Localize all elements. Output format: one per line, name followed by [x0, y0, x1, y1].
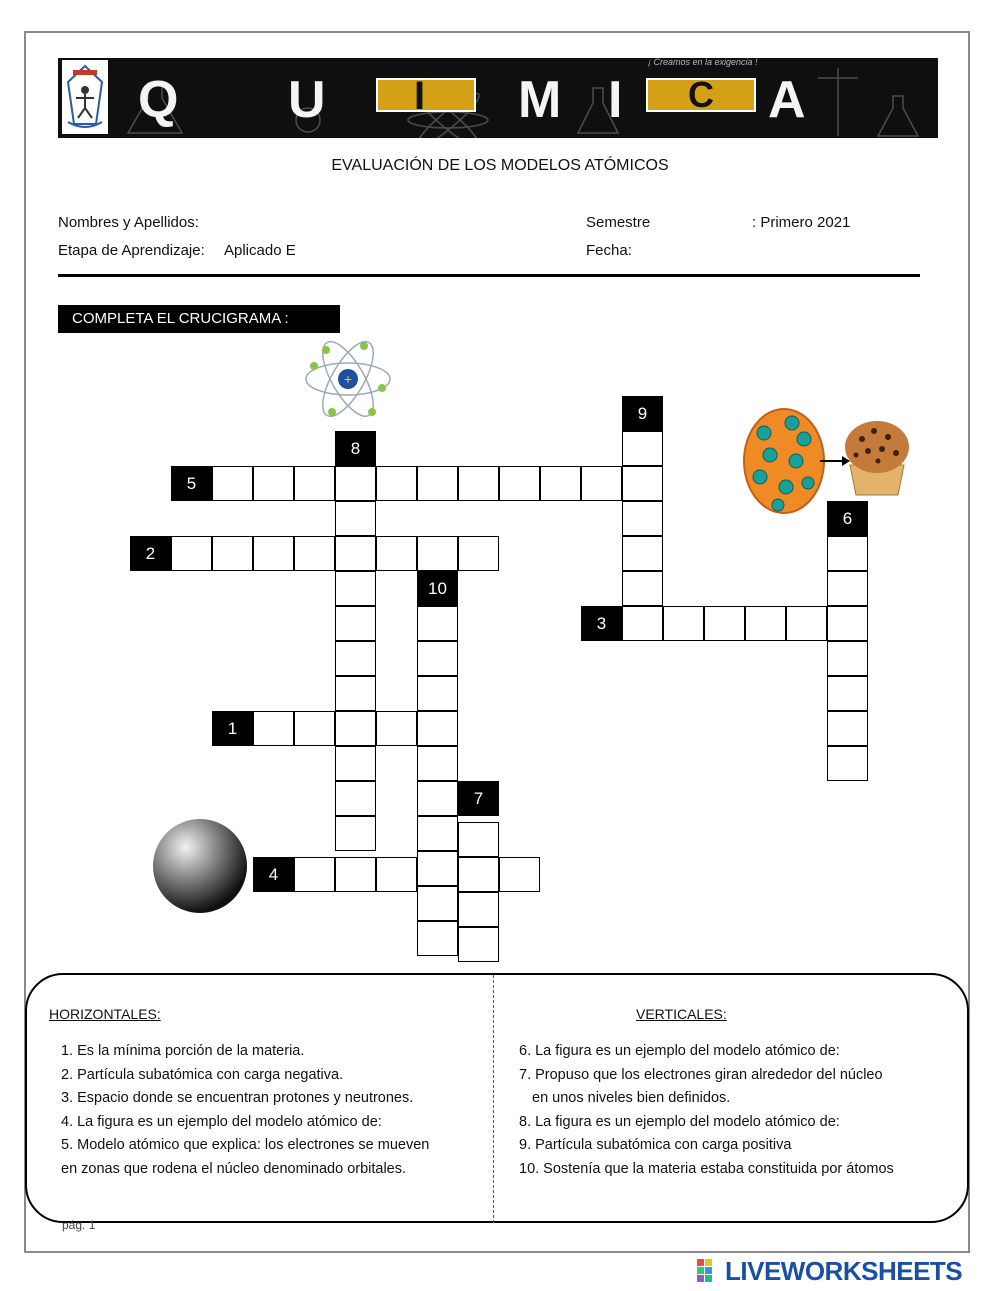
vertical-clue: 7. Propuso que los electrones giran alrededor del núcleo [519, 1067, 883, 1083]
clue-number-6: 6 [827, 501, 868, 536]
clue-number-5: 5 [171, 466, 212, 501]
clue-number-2: 2 [130, 536, 171, 571]
clue-number-3: 3 [581, 606, 622, 641]
crossword-cell[interactable] [827, 571, 868, 606]
horizontal-clue: 4. La figura es un ejemplo del modelo atómico de: [61, 1114, 382, 1130]
crossword-cell[interactable] [376, 711, 417, 746]
header-divider [58, 274, 920, 277]
liveworksheets-logo[interactable] [697, 1255, 963, 1286]
clue-number-4: 4 [253, 857, 294, 892]
crossword-cell[interactable] [294, 857, 335, 892]
crossword-cell[interactable] [417, 536, 458, 571]
crossword-cell[interactable] [622, 536, 663, 571]
crossword-cell[interactable] [335, 676, 376, 711]
vertical-heading: VERTICALES: [636, 1006, 727, 1022]
banner-letter: A [768, 71, 806, 129]
date-label: Fecha: [586, 242, 632, 259]
crossword-cell[interactable] [622, 431, 663, 466]
crossword-cell[interactable] [335, 606, 376, 641]
crossword-cell[interactable] [704, 606, 745, 641]
clue-number-9: 9 [622, 396, 663, 431]
crossword-cell[interactable] [663, 606, 704, 641]
instruction-banner: COMPLETA EL CRUCIGRAMA : [58, 305, 340, 333]
crossword-cell[interactable] [253, 466, 294, 501]
crossword-cell[interactable] [171, 536, 212, 571]
crossword-cell[interactable] [417, 606, 458, 641]
crossword-cell[interactable] [827, 536, 868, 571]
crossword-cell[interactable] [458, 822, 499, 857]
crossword-cell[interactable] [417, 466, 458, 501]
quimica-banner [58, 58, 938, 138]
crossword-cell[interactable] [458, 536, 499, 571]
crossword-cell[interactable] [253, 711, 294, 746]
crossword-cell[interactable] [376, 536, 417, 571]
crossword-cell[interactable] [417, 921, 458, 956]
crossword-cell[interactable] [335, 536, 376, 571]
crossword-cell[interactable] [786, 606, 827, 641]
horizontal-clue: 2. Partícula subatómica con carga negativa. [61, 1067, 344, 1083]
banner-letter: M [518, 71, 562, 129]
vertical-clue: 8. La figura es un ejemplo del modelo atómico de: [519, 1114, 840, 1130]
vertical-clue: en unos niveles bien definidos. [532, 1090, 731, 1106]
clue-number-1: 1 [212, 711, 253, 746]
crossword-cell[interactable] [417, 746, 458, 781]
crossword-cell[interactable] [622, 466, 663, 501]
vertical-clue: 10. Sostenía que la materia estaba constituida por átomos [519, 1161, 894, 1177]
crossword-cell[interactable] [499, 857, 540, 892]
crossword-cell[interactable] [417, 711, 458, 746]
crossword-cell[interactable] [417, 816, 458, 851]
crossword-cell[interactable] [827, 606, 868, 641]
banner-letter: I [608, 71, 623, 129]
crossword-cell[interactable] [458, 466, 499, 501]
crossword-cell[interactable] [458, 927, 499, 962]
crossword-cell[interactable] [335, 711, 376, 746]
vertical-clue: 9. Partícula subatómica con carga positiva [519, 1137, 792, 1153]
crossword-cell[interactable] [458, 892, 499, 927]
banner-letter: C [688, 74, 714, 115]
crossword-cell[interactable] [294, 536, 335, 571]
crossword-cell[interactable] [212, 466, 253, 501]
document-title: EVALUACIÓN DE LOS MODELOS ATÓMICOS [331, 157, 669, 174]
clue-number-10: 10 [417, 571, 458, 606]
crossword-cell[interactable] [335, 781, 376, 816]
banner-letter: U [288, 71, 326, 129]
liveworksheets-icon [697, 1259, 721, 1283]
clues-divider [493, 975, 494, 1223]
svg-text:+: + [343, 371, 353, 387]
clue-number-7: 7 [458, 781, 499, 816]
horizontal-clue: 3. Espacio donde se encuentran protones y neutrones. [61, 1090, 414, 1106]
crossword-cell[interactable] [335, 641, 376, 676]
crossword-cell[interactable] [622, 501, 663, 536]
crossword-cell[interactable] [335, 816, 376, 851]
banner-letter: I [414, 74, 426, 118]
crossword-cell[interactable] [499, 466, 540, 501]
crossword-cell[interactable] [417, 781, 458, 816]
banner-tagline: ¡ Creamos en la exigencia ! [648, 58, 758, 67]
clue-number-8: 8 [335, 431, 376, 466]
horizontal-clue: en zonas que rodena el núcleo denominado orbitales. [61, 1161, 407, 1177]
crossword-cell[interactable] [376, 857, 417, 892]
crossword-cell[interactable] [827, 641, 868, 676]
crossword-cell[interactable] [458, 857, 499, 892]
crossword-cell[interactable] [335, 746, 376, 781]
crossword-cell[interactable] [581, 466, 622, 501]
page-number: pág. 1 [62, 1218, 96, 1232]
horizontal-clue: 5. Modelo atómico que explica: los electrones se mueven [61, 1137, 430, 1153]
crossword-cell[interactable] [253, 536, 294, 571]
crossword-cell[interactable] [335, 501, 376, 536]
semester-value: : Primero 2021 [752, 214, 851, 231]
vertical-clue: 6. La figura es un ejemplo del modelo atómico de: [519, 1043, 840, 1059]
horizontal-clue: 1. Es la mínima porción de la materia. [61, 1043, 305, 1059]
name-label: Nombres y Apellidos: [58, 214, 199, 231]
crossword-cell[interactable] [335, 857, 376, 892]
crossword-cell[interactable] [827, 711, 868, 746]
crossword-cell[interactable] [417, 676, 458, 711]
crossword-cell[interactable] [827, 676, 868, 711]
crossword-cell[interactable] [540, 466, 581, 501]
crossword-cell[interactable] [745, 606, 786, 641]
liveworksheets-wordmark: LIVEWORKSHEETS [725, 1255, 963, 1286]
crossword-cell[interactable] [335, 571, 376, 606]
rutherford-atom-icon [302, 336, 394, 422]
crossword-cell[interactable] [335, 466, 376, 501]
stage-label: Etapa de Aprendizaje: [58, 242, 205, 259]
stage-value: Aplicado E [224, 242, 296, 259]
horizontal-heading: HORIZONTALES: [49, 1006, 161, 1022]
dalton-sphere-icon [152, 818, 248, 914]
crossword-cell[interactable] [294, 466, 335, 501]
crossword-cell[interactable] [827, 746, 868, 781]
banner-letter: Q [138, 71, 179, 129]
crossword-cell[interactable] [212, 536, 253, 571]
crossword-cell[interactable] [294, 711, 335, 746]
crossword-cell[interactable] [417, 641, 458, 676]
crossword-cell[interactable] [417, 886, 458, 921]
crossword-cell[interactable] [417, 851, 458, 886]
crossword-cell[interactable] [376, 466, 417, 501]
semester-label: Semestre [586, 214, 651, 231]
crossword-cell[interactable] [622, 606, 663, 641]
crossword-cell[interactable] [622, 571, 663, 606]
